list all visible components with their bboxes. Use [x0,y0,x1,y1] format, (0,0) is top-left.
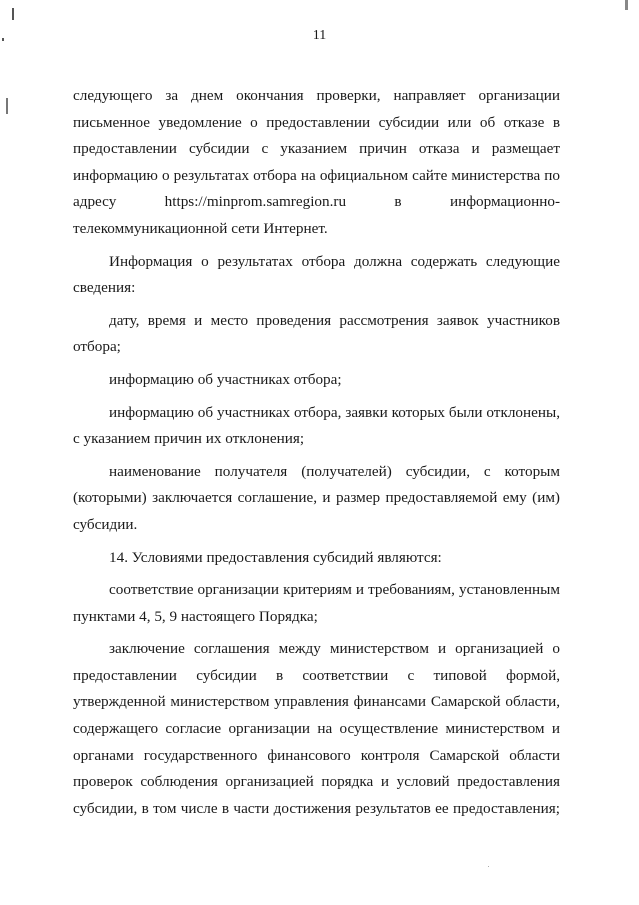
paragraph-date-time-place: дату, время и место проведения рассмотрения заявок участников отбора; [73,311,560,356]
scan-artifact [488,866,489,867]
paragraph-results-info: Информация о результатах отбора должна содержать следующие сведения: [73,252,560,297]
paragraph-criteria-compliance: соответствие организации критериям и требованиям, установленным пунктами 4, 5, 9 настоящего Порядка; [73,581,560,625]
scan-artifact [12,8,14,20]
page-number: 11 [312,28,327,43]
paragraph-agreement: заключение соглашения между министерством и организацией о предоставлении субсидии в соответствии с типовой формой, утвержденной министерством управления финансами Самарской области, содержащего согласие организации на осуществление министерством и органами государственного финансового контроля Самарской области проверок соблюдения организацией порядка и условий предоставления субсидии, в том числе в части достижения результатов ее предоставления; [73,640,560,817]
document-body [73,83,560,822]
paragraph-rejected-participants: информацию об участниках отбора, заявки которых были отклонены, с указанием причин их отклонения; [73,403,560,448]
paragraph-recipient-name: наименование получателя (получателей) субсидии, с которым (которыми) заключается соглашение, и размер предоставляемой ему (им) субсидии. [73,462,560,533]
scan-artifact [6,98,8,114]
paragraph-continuation: следующего за днем окончания проверки, направляет организации письменное уведомление о предоставлении субсидии или об отказе в предоставлении субсидии с указанием причин отказа и размещает информацию о результатах отбора на официальном сайте министерства по адресу https://minprom.samregion.ru в информационно-телекоммуникационной сети Интернет. [73,87,560,237]
scan-artifact [625,0,628,10]
paragraph-section-14: 14. Условиями предоставления субсидий являются: [109,548,442,566]
paragraph-participants: информацию об участниках отбора; [109,370,342,388]
